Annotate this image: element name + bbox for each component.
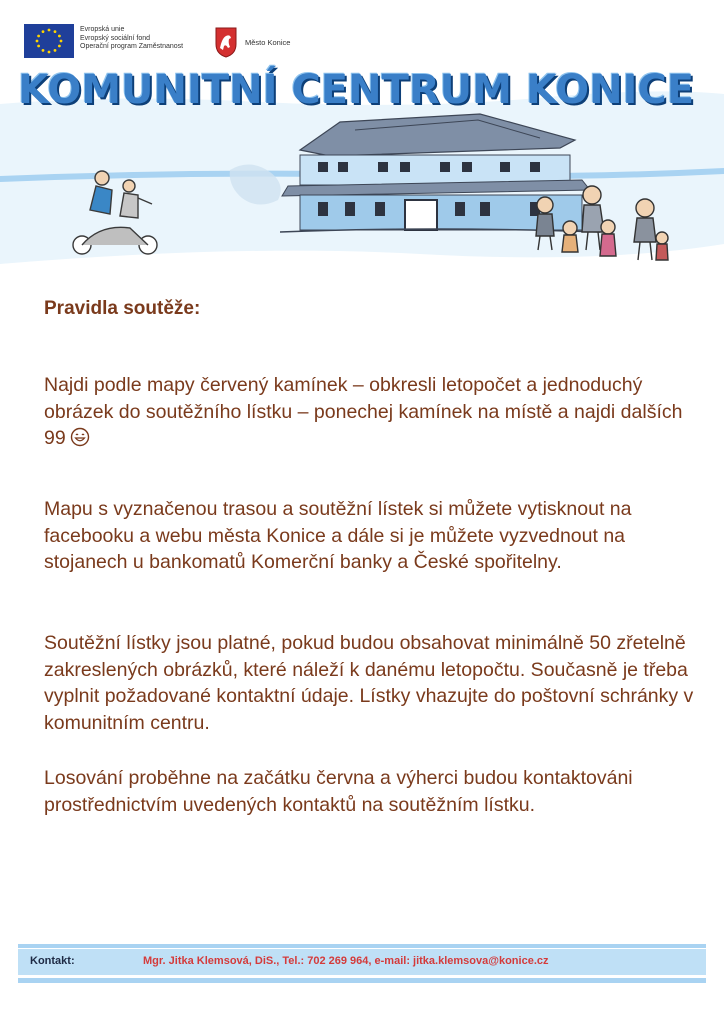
eu-flag-icon (24, 24, 74, 58)
scooter-riders-illustration (73, 171, 157, 254)
rules-paragraph-4: Losování proběhne na začátku června a výherci budou kontaktováni prostřednictvím uvedených kontaktů na soutěžním lístku. (44, 767, 633, 816)
footer-divider-top (18, 944, 706, 948)
community-center-illustration (0, 100, 724, 280)
contact-label: Kontakt: (30, 955, 75, 967)
konice-crest-icon (214, 26, 238, 58)
city-logo-text: Město Konice (245, 38, 291, 47)
rules-paragraph-3: Soutěžní lístky jsou platné, pokud budou obsahovat minimálně 50 zřetelně zakreslených obrázků, které náleží k danému letopočtu. Současně je třeba vyplnit požadované kontaktní údaje. Lístky vhazujte do poštovní schránky v komunitním centru. (44, 632, 694, 734)
eu-logo-text: Evropská unie Evropský sociální fond Operační program Zaměstnanost (80, 26, 184, 50)
smiley-icon (70, 427, 90, 447)
section-heading: Pravidla soutěže: (44, 298, 201, 319)
rules-paragraph-1 (44, 372, 694, 452)
page-title: KOMUNITNÍ CENTRUM KONICE (18, 67, 695, 113)
footer-divider-bottom (18, 978, 706, 983)
contact-info: Mgr. Jitka Klemsová, DiS., Tel.: 702 269 964, e-mail: jitka.klemsova@konice.cz (143, 955, 549, 967)
rules-paragraph-2: Mapu s vyznačenou trasou a soutěžní lístek si můžete vytisknout na facebooku a webu města Konice a dále si je můžete vyzvednout na stojanech u bankomatů Komerční banky a České spořitelny. (44, 498, 632, 573)
paragraph-1-text: Najdi podle mapy červený kamínek – obkresli letopočet a jednoduchý obrázek do soutěžního lístku – ponechej kamínek na místě a najdi dalších 99 (44, 374, 683, 449)
